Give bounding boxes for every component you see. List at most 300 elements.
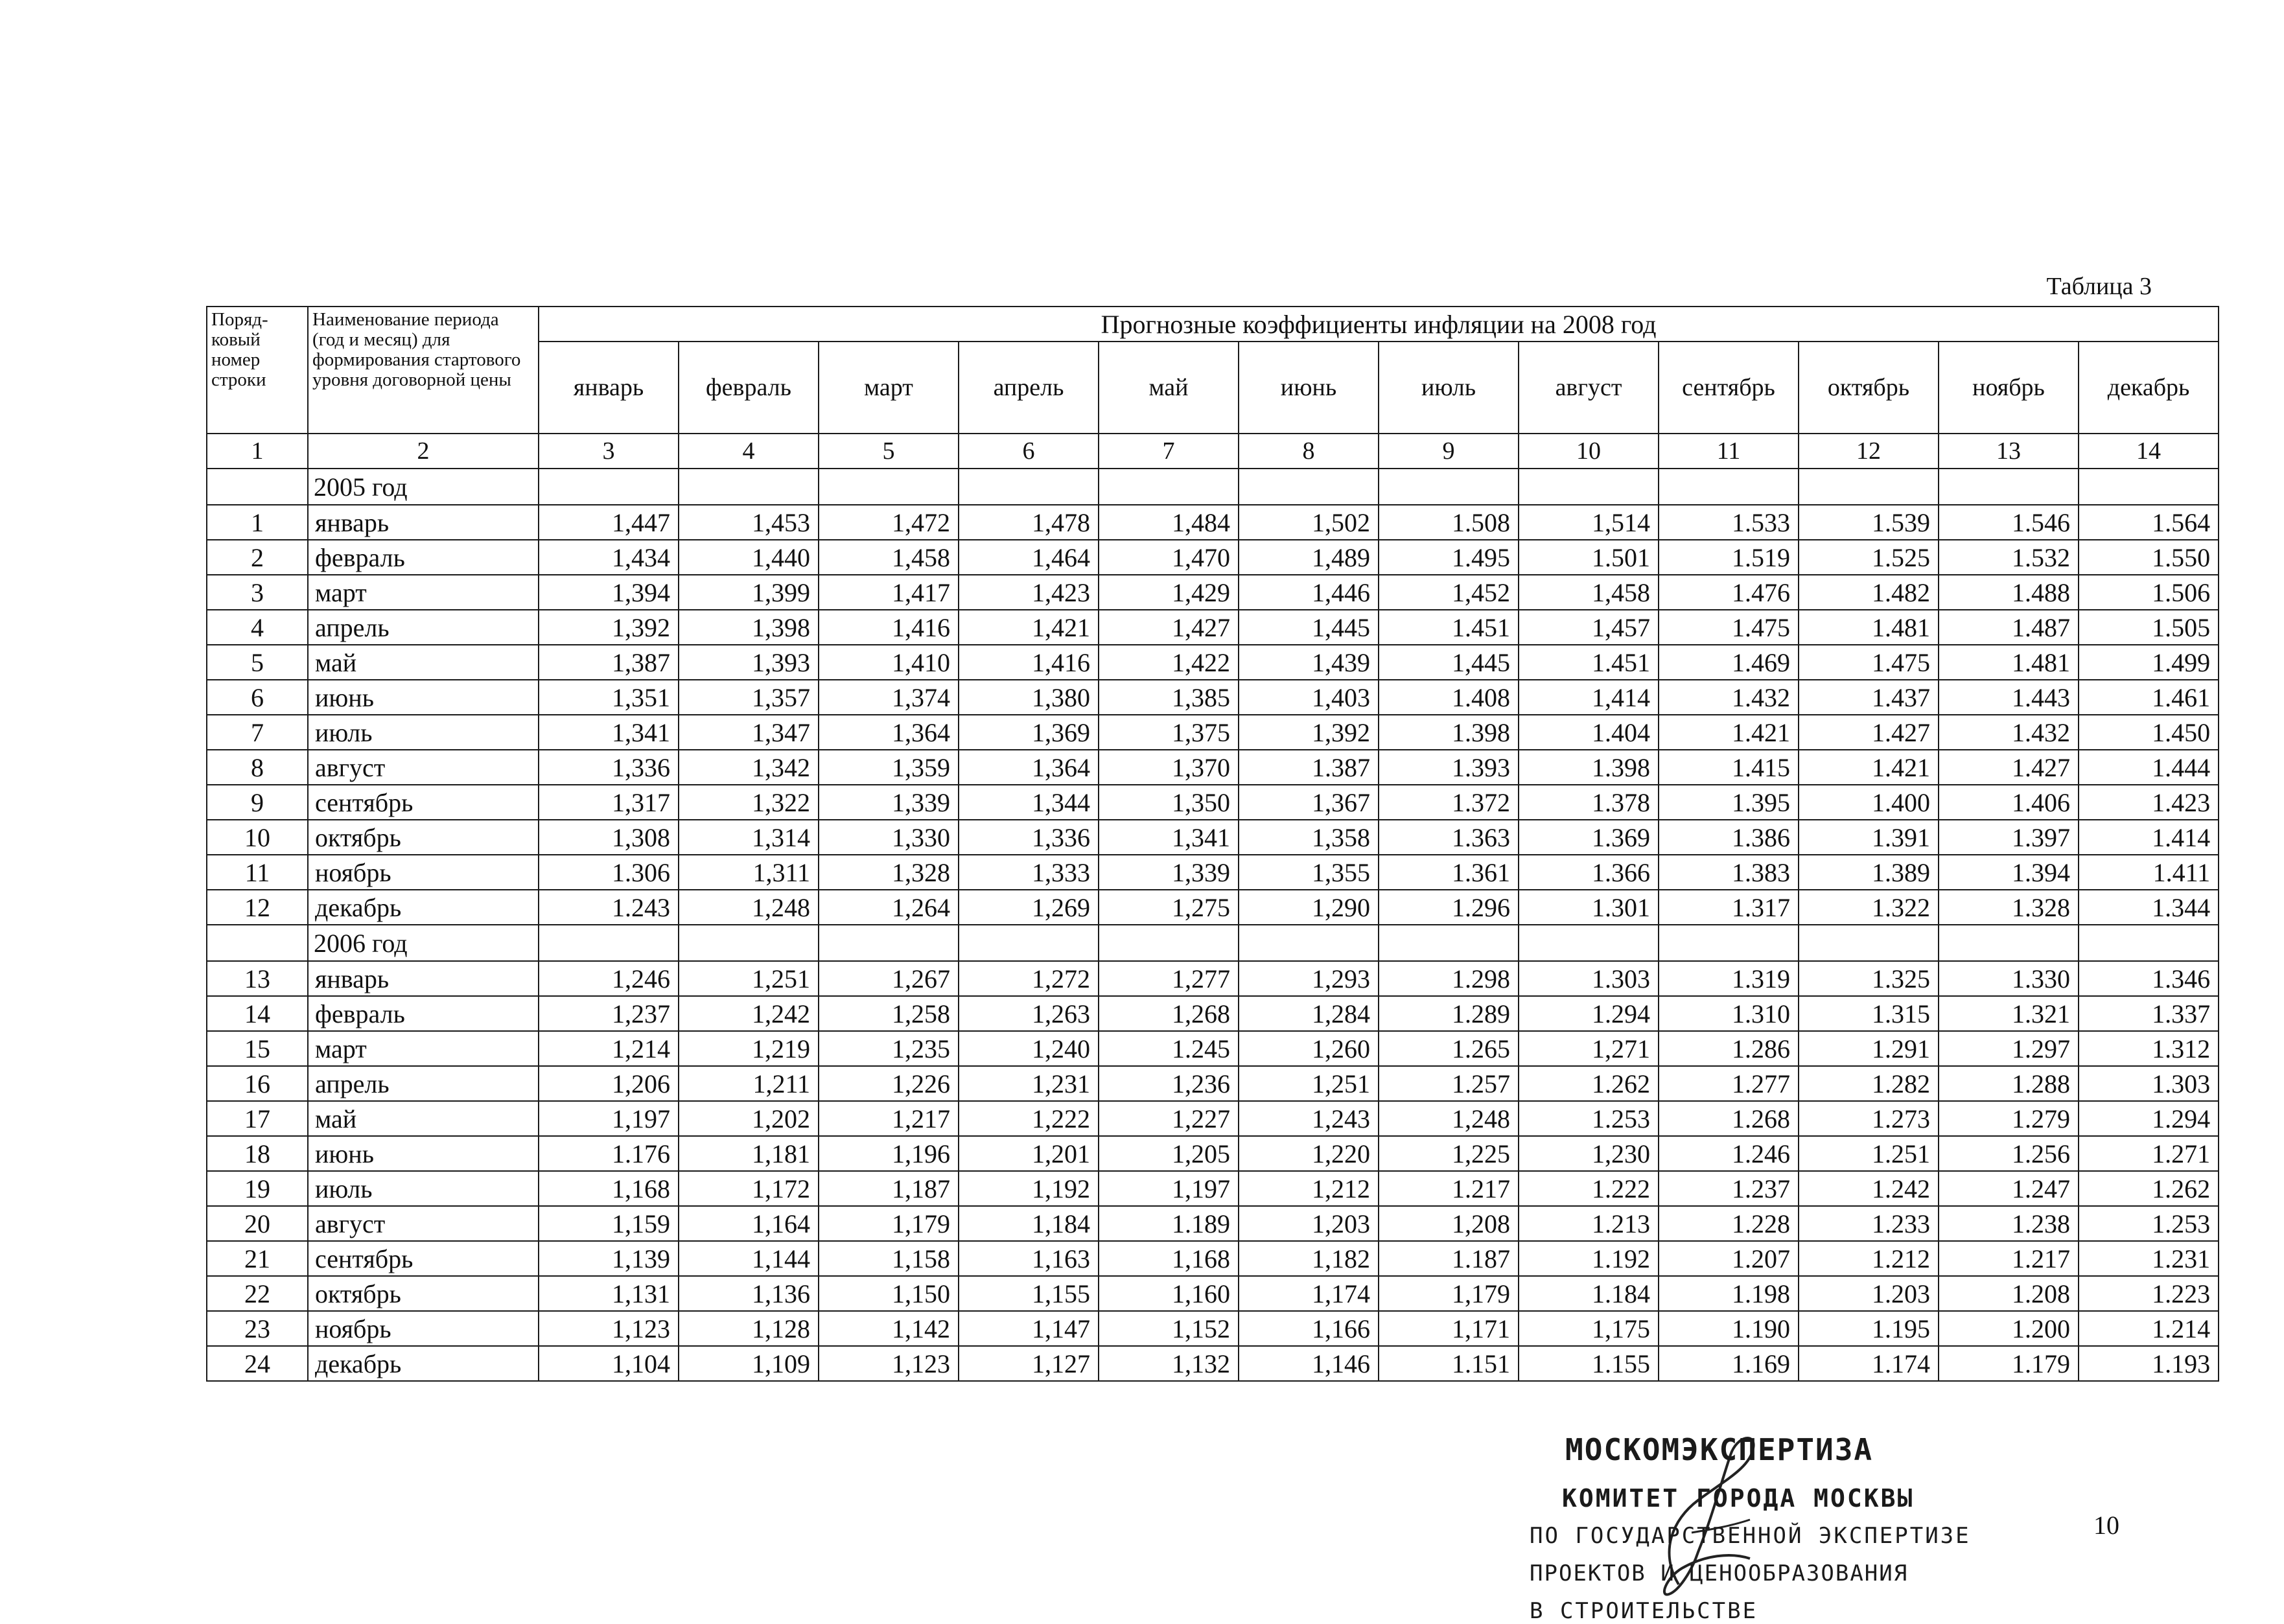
coefficient-cell: 1.550 <box>2079 540 2219 575</box>
coefficient-cell: 1.361 <box>1379 855 1519 890</box>
coefficient-cell: 1,271 <box>1519 1031 1659 1066</box>
coefficient-cell: 1.268 <box>1659 1101 1799 1136</box>
coefficient-cell: 1,197 <box>539 1101 679 1136</box>
coefficient-cell: 1.294 <box>2079 1101 2219 1136</box>
coefficient-cell: 1,470 <box>1099 540 1239 575</box>
coefficient-cell: 1.406 <box>1939 785 2079 820</box>
period-name: июль <box>308 715 539 750</box>
coefficient-cell: 1,350 <box>1099 785 1239 820</box>
table-row <box>207 1136 2219 1171</box>
row-number: 8 <box>207 750 308 785</box>
column-number: 9 <box>1379 434 1519 469</box>
coefficient-cell: 1.208 <box>1939 1276 2079 1311</box>
coefficient-cell: 1.539 <box>1799 505 1939 540</box>
coefficient-cell: 1.391 <box>1799 820 1939 855</box>
coefficient-cell: 1.389 <box>1799 855 1939 890</box>
coefficient-cell: 1,445 <box>1239 610 1379 645</box>
coefficient-cell: 1.501 <box>1519 540 1659 575</box>
coefficient-cell: 1,422 <box>1099 645 1239 680</box>
coefficient-cell: 1,152 <box>1099 1311 1239 1346</box>
coefficient-cell: 1,369 <box>959 715 1099 750</box>
coefficient-cell: 1.508 <box>1379 505 1519 540</box>
stamp-line-3: ПО ГОСУДАРСТВЕННОЙ ЭКСПЕРТИЗЕ <box>1530 1523 1971 1549</box>
coefficient-cell: 1.432 <box>1659 680 1799 715</box>
coefficient-cell: 1.265 <box>1379 1031 1519 1066</box>
coefficient-cell: 1,231 <box>959 1066 1099 1101</box>
empty-cell <box>1379 925 1519 961</box>
row-number: 2 <box>207 540 308 575</box>
row-number: 19 <box>207 1171 308 1206</box>
coefficient-cell: 1.298 <box>1379 961 1519 996</box>
coefficient-cell: 1,370 <box>1099 750 1239 785</box>
coefficient-cell: 1,179 <box>819 1206 959 1241</box>
coefficient-cell: 1.325 <box>1799 961 1939 996</box>
coefficient-cell: 1.421 <box>1659 715 1799 750</box>
coefficient-cell: 1,205 <box>1099 1136 1239 1171</box>
row-number: 12 <box>207 890 308 925</box>
coefficient-cell: 1.179 <box>1939 1346 2079 1381</box>
coefficient-cell: 1.207 <box>1659 1241 1799 1276</box>
coefficient-cell: 1,272 <box>959 961 1099 996</box>
empty-cell <box>1659 925 1799 961</box>
coefficient-cell: 1,453 <box>679 505 819 540</box>
coefficient-cell: 1,341 <box>1099 820 1239 855</box>
coefficient-cell: 1.151 <box>1379 1346 1519 1381</box>
empty-cell <box>1799 469 1939 505</box>
coefficient-cell: 1,364 <box>959 750 1099 785</box>
table-row <box>207 1206 2219 1241</box>
coefficient-cell: 1,172 <box>679 1171 819 1206</box>
coefficient-cell: 1.200 <box>1939 1311 2079 1346</box>
coefficient-cell: 1,347 <box>679 715 819 750</box>
row-number: 5 <box>207 645 308 680</box>
empty-cell <box>539 925 679 961</box>
coefficient-cell: 1.443 <box>1939 680 2079 715</box>
coefficient-cell: 1.303 <box>2079 1066 2219 1101</box>
coefficient-cell: 1.411 <box>2079 855 2219 890</box>
coefficient-cell: 1.247 <box>1939 1171 2079 1206</box>
coefficient-cell: 1.505 <box>2079 610 2219 645</box>
table-row <box>207 540 2219 575</box>
empty-cell <box>207 469 308 505</box>
coefficient-cell: 1.306 <box>539 855 679 890</box>
coefficient-cell: 1.414 <box>2079 820 2219 855</box>
coefficient-cell: 1.398 <box>1519 750 1659 785</box>
coefficient-cell: 1,342 <box>679 750 819 785</box>
row-number: 17 <box>207 1101 308 1136</box>
coefficient-cell: 1.277 <box>1659 1066 1799 1101</box>
coefficient-cell: 1,447 <box>539 505 679 540</box>
coefficient-cell: 1.291 <box>1799 1031 1939 1066</box>
coefficient-cell: 1.233 <box>1799 1206 1939 1241</box>
period-name: сентябрь <box>308 1241 539 1276</box>
coefficient-cell: 1.310 <box>1659 996 1799 1031</box>
empty-cell <box>1519 925 1659 961</box>
coefficient-cell: 1.495 <box>1379 540 1519 575</box>
coefficient-cell: 1.294 <box>1519 996 1659 1031</box>
coefficient-cell: 1,202 <box>679 1101 819 1136</box>
month-header: май <box>1099 342 1239 434</box>
coefficient-cell: 1.451 <box>1519 645 1659 680</box>
coefficient-cell: 1,458 <box>819 540 959 575</box>
empty-cell <box>1099 469 1239 505</box>
coefficient-cell: 1,417 <box>819 575 959 610</box>
table-row <box>207 1241 2219 1276</box>
coefficient-cell: 1.369 <box>1519 820 1659 855</box>
coefficient-cell: 1.301 <box>1519 890 1659 925</box>
column-number: 6 <box>959 434 1099 469</box>
coefficient-cell: 1,104 <box>539 1346 679 1381</box>
empty-cell <box>1239 925 1379 961</box>
period-name: февраль <box>308 996 539 1031</box>
coefficient-cell: 1.289 <box>1379 996 1519 1031</box>
coefficient-cell: 1,147 <box>959 1311 1099 1346</box>
row-number: 23 <box>207 1311 308 1346</box>
coefficient-cell: 1,168 <box>539 1171 679 1206</box>
month-header: февраль <box>679 342 819 434</box>
month-header: март <box>819 342 959 434</box>
coefficient-cell: 1,142 <box>819 1311 959 1346</box>
month-header: ноябрь <box>1939 342 2079 434</box>
table-row <box>207 575 2219 610</box>
row-number: 1 <box>207 505 308 540</box>
coefficient-cell: 1.366 <box>1519 855 1659 890</box>
coefficient-cell: 1,375 <box>1099 715 1239 750</box>
coefficient-cell: 1.213 <box>1519 1206 1659 1241</box>
coefficient-cell: 1,212 <box>1239 1171 1379 1206</box>
coefficient-cell: 1,330 <box>819 820 959 855</box>
period-name: ноябрь <box>308 855 539 890</box>
coefficient-cell: 1.256 <box>1939 1136 2079 1171</box>
coefficient-cell: 1,159 <box>539 1206 679 1241</box>
period-name: декабрь <box>308 890 539 925</box>
period-name: июль <box>308 1171 539 1206</box>
coefficient-cell: 1.262 <box>1519 1066 1659 1101</box>
coefficient-cell: 1,317 <box>539 785 679 820</box>
coefficient-cell: 1.303 <box>1519 961 1659 996</box>
coefficient-cell: 1,260 <box>1239 1031 1379 1066</box>
coefficient-cell: 1,308 <box>539 820 679 855</box>
coefficient-cell: 1,339 <box>1099 855 1239 890</box>
coefficient-cell: 1,380 <box>959 680 1099 715</box>
coefficient-cell: 1.223 <box>2079 1276 2219 1311</box>
coefficient-cell: 1,440 <box>679 540 819 575</box>
coefficient-cell: 1.444 <box>2079 750 2219 785</box>
coefficient-cell: 1.222 <box>1519 1171 1659 1206</box>
coefficient-cell: 1.519 <box>1659 540 1799 575</box>
coefficient-cell: 1,203 <box>1239 1206 1379 1241</box>
coefficient-cell: 1.212 <box>1799 1241 1939 1276</box>
coefficient-cell: 1.174 <box>1799 1346 1939 1381</box>
row-number: 13 <box>207 961 308 996</box>
coefficient-cell: 1.243 <box>539 890 679 925</box>
coefficient-cell: 1,174 <box>1239 1276 1379 1311</box>
coefficient-cell: 1.532 <box>1939 540 2079 575</box>
table-row <box>207 1311 2219 1346</box>
coefficient-cell: 1.217 <box>1379 1171 1519 1206</box>
coefficient-cell: 1,427 <box>1099 610 1239 645</box>
coefficient-cell: 1.476 <box>1659 575 1799 610</box>
coefficient-cell: 1,336 <box>959 820 1099 855</box>
coefficient-cell: 1.193 <box>2079 1346 2219 1381</box>
coefficient-cell: 1,351 <box>539 680 679 715</box>
coefficient-cell: 1,201 <box>959 1136 1099 1171</box>
coefficient-cell: 1,226 <box>819 1066 959 1101</box>
coefficient-cell: 1,357 <box>679 680 819 715</box>
coefficient-cell: 1.564 <box>2079 505 2219 540</box>
coefficient-cell: 1.231 <box>2079 1241 2219 1276</box>
coefficient-cell: 1,150 <box>819 1276 959 1311</box>
stamp-line-2: КОМИТЕТ ГОРОДА МОСКВЫ <box>1562 1484 1915 1513</box>
table-row <box>207 996 2219 1031</box>
coefficient-cell: 1,314 <box>679 820 819 855</box>
column-number-row <box>207 434 2219 469</box>
coefficient-cell: 1,478 <box>959 505 1099 540</box>
coefficient-cell: 1,144 <box>679 1241 819 1276</box>
table-row <box>207 961 2219 996</box>
empty-cell <box>1379 469 1519 505</box>
coefficient-cell: 1.397 <box>1939 820 2079 855</box>
month-header: сентябрь <box>1659 342 1799 434</box>
coefficient-cell: 1,423 <box>959 575 1099 610</box>
coefficient-cell: 1.451 <box>1379 610 1519 645</box>
coefficient-cell: 1,452 <box>1379 575 1519 610</box>
coefficient-cell: 1.228 <box>1659 1206 1799 1241</box>
period-name: ноябрь <box>308 1311 539 1346</box>
coefficient-cell: 1.203 <box>1799 1276 1939 1311</box>
coefficient-cell: 1.481 <box>1939 645 2079 680</box>
empty-cell <box>959 925 1099 961</box>
coefficient-cell: 1.238 <box>1939 1206 2079 1241</box>
coefficient-cell: 1,464 <box>959 540 1099 575</box>
coefficient-cell: 1,235 <box>819 1031 959 1066</box>
period-name: март <box>308 1031 539 1066</box>
table-row <box>207 750 2219 785</box>
coefficient-cell: 1.214 <box>2079 1311 2219 1346</box>
coefficient-cell: 1.546 <box>1939 505 2079 540</box>
column-number: 12 <box>1799 434 1939 469</box>
row-number: 3 <box>207 575 308 610</box>
coefficient-cell: 1,206 <box>539 1066 679 1101</box>
coefficient-cell: 1,196 <box>819 1136 959 1171</box>
coefficient-cell: 1.432 <box>1939 715 2079 750</box>
coefficient-cell: 1.273 <box>1799 1101 1939 1136</box>
coefficient-cell: 1.408 <box>1379 680 1519 715</box>
coefficient-cell: 1,355 <box>1239 855 1379 890</box>
coefficient-cell: 1.257 <box>1379 1066 1519 1101</box>
coefficient-cell: 1,248 <box>1379 1101 1519 1136</box>
table-row <box>207 1031 2219 1066</box>
coefficient-cell: 1,267 <box>819 961 959 996</box>
coefficient-cell: 1,398 <box>679 610 819 645</box>
coefficient-cell: 1.184 <box>1519 1276 1659 1311</box>
coefficient-cell: 1,225 <box>1379 1136 1519 1171</box>
month-header: июль <box>1379 342 1519 434</box>
coefficient-cell: 1,258 <box>819 996 959 1031</box>
coefficient-cell: 1.321 <box>1939 996 2079 1031</box>
coefficient-cell: 1,359 <box>819 750 959 785</box>
coefficient-cell: 1,277 <box>1099 961 1239 996</box>
coefficient-cell: 1,230 <box>1519 1136 1659 1171</box>
period-name: март <box>308 575 539 610</box>
coefficient-cell: 1,243 <box>1239 1101 1379 1136</box>
coefficient-cell: 1.400 <box>1799 785 1939 820</box>
coefficient-cell: 1.242 <box>1799 1171 1939 1206</box>
coefficient-cell: 1,155 <box>959 1276 1099 1311</box>
empty-cell <box>1239 469 1379 505</box>
row-number: 22 <box>207 1276 308 1311</box>
empty-cell <box>1799 925 1939 961</box>
coefficient-cell: 1,197 <box>1099 1171 1239 1206</box>
coefficient-cell: 1.383 <box>1659 855 1799 890</box>
coefficient-cell: 1,109 <box>679 1346 819 1381</box>
table-row <box>207 1346 2219 1381</box>
period-name: август <box>308 750 539 785</box>
row-number: 20 <box>207 1206 308 1241</box>
coefficient-cell: 1.317 <box>1659 890 1799 925</box>
coefficient-cell: 1,344 <box>959 785 1099 820</box>
coefficient-cell: 1,211 <box>679 1066 819 1101</box>
coefficient-cell: 1,264 <box>819 890 959 925</box>
coefficient-cell: 1,293 <box>1239 961 1379 996</box>
coefficient-cell: 1,222 <box>959 1101 1099 1136</box>
coefficient-cell: 1.155 <box>1519 1346 1659 1381</box>
column-number: 5 <box>819 434 959 469</box>
coefficient-cell: 1.398 <box>1379 715 1519 750</box>
page-number: 10 <box>2093 1511 2119 1540</box>
stamp-line-5: В СТРОИТЕЛЬСТВЕ <box>1530 1598 1758 1619</box>
coefficient-cell: 1.190 <box>1659 1311 1799 1346</box>
coefficient-cell: 1,123 <box>819 1346 959 1381</box>
period-name: май <box>308 1101 539 1136</box>
coefficient-cell: 1,175 <box>1519 1311 1659 1346</box>
table-row <box>207 645 2219 680</box>
column-number: 13 <box>1939 434 2079 469</box>
coefficient-cell: 1,220 <box>1239 1136 1379 1171</box>
coefficient-cell: 1,457 <box>1519 610 1659 645</box>
table-row <box>207 505 2219 540</box>
period-name: январь <box>308 961 539 996</box>
coefficient-cell: 1.337 <box>2079 996 2219 1031</box>
coefficient-cell: 1.253 <box>2079 1206 2219 1241</box>
coefficient-cell: 1.450 <box>2079 715 2219 750</box>
coefficient-cell: 1.469 <box>1659 645 1799 680</box>
coefficient-cell: 1,434 <box>539 540 679 575</box>
coefficient-cell: 1,123 <box>539 1311 679 1346</box>
coefficient-cell: 1.363 <box>1379 820 1519 855</box>
coefficient-cell: 1,393 <box>679 645 819 680</box>
table-row <box>207 715 2219 750</box>
coefficient-cell: 1.488 <box>1939 575 2079 610</box>
coefficient-cell: 1.344 <box>2079 890 2219 925</box>
coefficient-cell: 1,181 <box>679 1136 819 1171</box>
stamp-line-4: ПРОЕКТОВ И ЦЕНООБРАЗОВАНИЯ <box>1530 1560 1909 1586</box>
coefficient-cell: 1.427 <box>1939 750 2079 785</box>
column-number: 3 <box>539 434 679 469</box>
coefficient-cell: 1.423 <box>2079 785 2219 820</box>
period-name: сентябрь <box>308 785 539 820</box>
coefficient-cell: 1,322 <box>679 785 819 820</box>
coefficient-cell: 1.288 <box>1939 1066 2079 1101</box>
stamp-line-1: МОСКОМЭКСПЕРТИЗА <box>1565 1432 1874 1467</box>
inflation-coefficients-table <box>206 306 2219 1382</box>
coefficient-cell: 1.482 <box>1799 575 1939 610</box>
coefficient-cell: 1.487 <box>1939 610 2079 645</box>
coefficient-cell: 1.481 <box>1799 610 1939 645</box>
coefficient-cell: 1.286 <box>1659 1031 1799 1066</box>
coefficient-cell: 1,514 <box>1519 505 1659 540</box>
empty-cell <box>1659 469 1799 505</box>
coefficient-cell: 1.461 <box>2079 680 2219 715</box>
table-row <box>207 1276 2219 1311</box>
coefficient-cell: 1,236 <box>1099 1066 1239 1101</box>
coefficient-cell: 1,410 <box>819 645 959 680</box>
coefficient-cell: 1.328 <box>1939 890 2079 925</box>
coefficient-cell: 1,328 <box>819 855 959 890</box>
coefficient-cell: 1,367 <box>1239 785 1379 820</box>
official-stamp <box>1530 1432 1983 1624</box>
coefficient-cell: 1,158 <box>819 1241 959 1276</box>
coefficient-cell: 1.506 <box>2079 575 2219 610</box>
month-header: август <box>1519 342 1659 434</box>
empty-cell <box>539 469 679 505</box>
row-number: 16 <box>207 1066 308 1101</box>
table-row <box>207 820 2219 855</box>
coefficient-cell: 1.387 <box>1239 750 1379 785</box>
coefficient-cell: 1,489 <box>1239 540 1379 575</box>
table-row <box>207 890 2219 925</box>
month-header: апрель <box>959 342 1099 434</box>
period-name: апрель <box>308 1066 539 1101</box>
coefficient-cell: 1.346 <box>2079 961 2219 996</box>
header-group-title: Прогнозные коэффициенты инфляции на 2008 год <box>539 307 2219 342</box>
month-header: декабрь <box>2079 342 2219 434</box>
table-header <box>207 307 2219 469</box>
column-number: 7 <box>1099 434 1239 469</box>
coefficient-cell: 1,275 <box>1099 890 1239 925</box>
coefficient-cell: 1.169 <box>1659 1346 1799 1381</box>
year-label: 2006 год <box>308 925 539 961</box>
table-body <box>207 469 2219 1381</box>
coefficient-cell: 1.395 <box>1659 785 1799 820</box>
coefficient-cell: 1,139 <box>539 1241 679 1276</box>
row-number: 15 <box>207 1031 308 1066</box>
month-header: июнь <box>1239 342 1379 434</box>
row-number: 11 <box>207 855 308 890</box>
coefficient-cell: 1.271 <box>2079 1136 2219 1171</box>
coefficient-cell: 1,399 <box>679 575 819 610</box>
coefficient-cell: 1,414 <box>1519 680 1659 715</box>
row-number: 6 <box>207 680 308 715</box>
coefficient-cell: 1,458 <box>1519 575 1659 610</box>
period-name: август <box>308 1206 539 1241</box>
period-name: апрель <box>308 610 539 645</box>
coefficient-cell: 1.394 <box>1939 855 2079 890</box>
coefficient-cell: 1,168 <box>1099 1241 1239 1276</box>
coefficient-cell: 1.415 <box>1659 750 1799 785</box>
header-row-index: Поряд-ковый номер строки <box>207 307 308 434</box>
coefficient-cell: 1,248 <box>679 890 819 925</box>
coefficient-cell: 1.330 <box>1939 961 2079 996</box>
coefficient-cell: 1.312 <box>2079 1031 2219 1066</box>
coefficient-cell: 1.253 <box>1519 1101 1659 1136</box>
coefficient-cell: 1,416 <box>819 610 959 645</box>
table-row <box>207 680 2219 715</box>
coefficient-cell: 1.322 <box>1799 890 1939 925</box>
coefficient-cell: 1,251 <box>679 961 819 996</box>
empty-cell <box>1099 925 1239 961</box>
row-number: 21 <box>207 1241 308 1276</box>
